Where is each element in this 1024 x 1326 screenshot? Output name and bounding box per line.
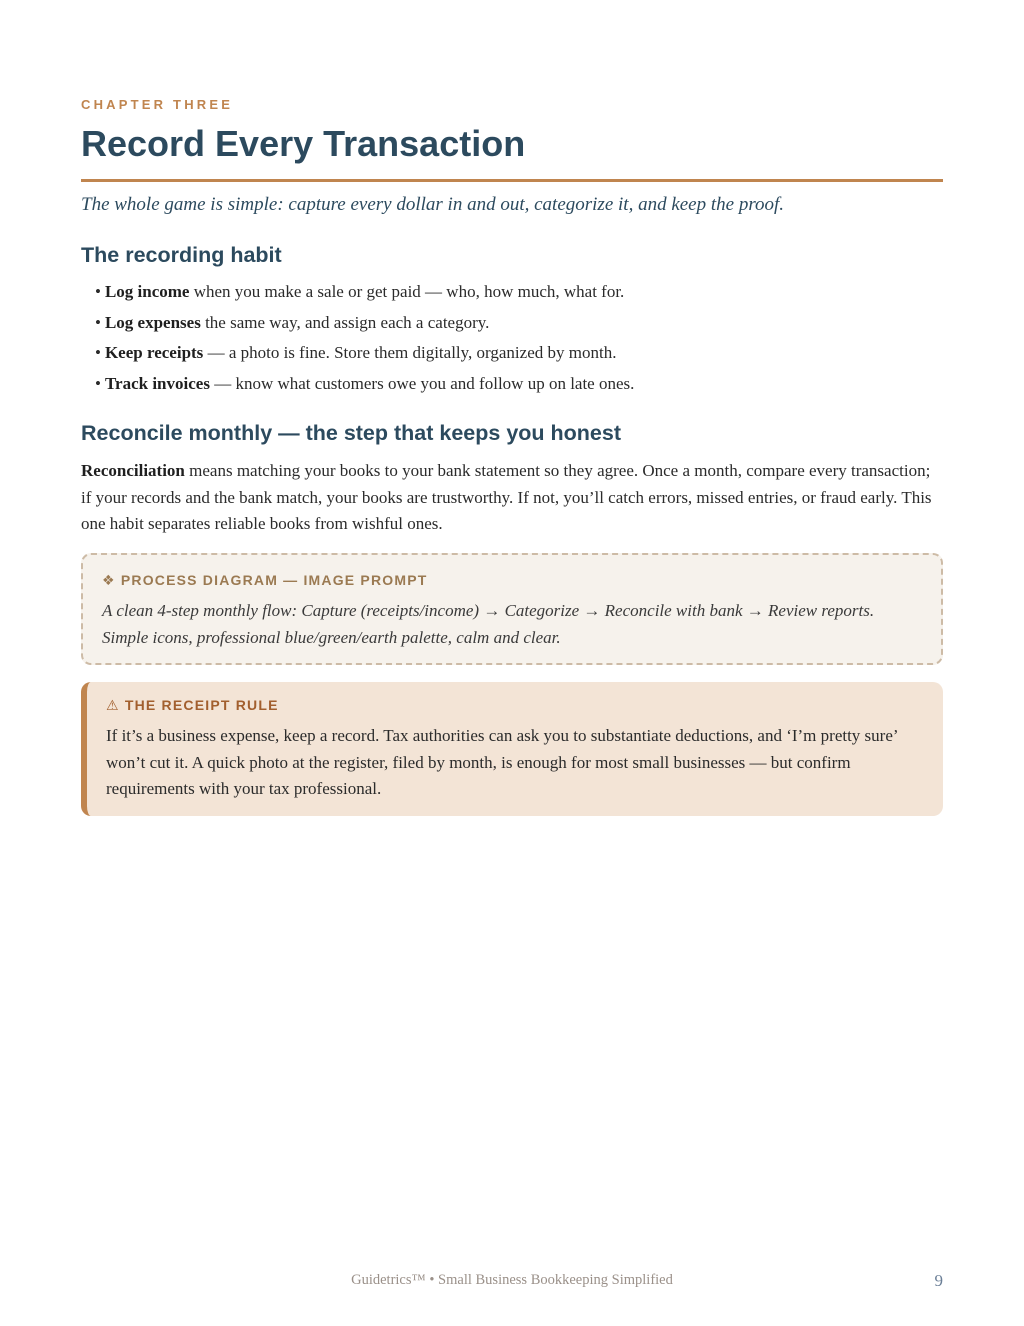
list-item-term: Log expenses: [104, 312, 201, 332]
bullet-glyph: •: [95, 282, 101, 301]
image-prompt-text: A clean 4-step monthly flow: Capture (receipts/income) → Categorize → Reconcile with bank → Review reports. Simple icons, professional blue/green/earth palette, calm and clear.: [102, 601, 875, 647]
list-item-term: Keep receipts: [104, 343, 204, 362]
list-item-text: the same way, and assign each a category.: [200, 312, 490, 332]
reconcile-term: Reconciliation: [81, 461, 185, 480]
chapter-subtitle: The whole game is simple: capture every dollar in and out, categorize it, and keep the proof.: [81, 194, 785, 215]
list-item-text: when you make a sale or get paid — who, how much, what for.: [189, 282, 625, 301]
page-footer: Guidetrics™ • Small Business Bookkeeping Simplified: [351, 1272, 673, 1288]
section-heading-recording-habit: The recording habit: [81, 243, 282, 267]
reconcile-text: means matching your books to your bank statement so they agree. Once a month, compare every transaction; if your records and the bank match, your books are trustworthy. If not, you’ll catch errors, missed entries, or fraud early. This one habit separates reliable books from wishful ones.: [81, 461, 932, 533]
list-item-term: Log income: [104, 282, 190, 301]
receipt-rule-callout: [81, 682, 943, 816]
receipt-rule-text: If it’s a business expense, keep a record. Tax authorities can ask you to substantiate deductions, and ‘I’m pretty sure’ won’t cut it. A quick photo at the register, filed by month, is enough for most small businesses — but confirm requirements with your tax professional.: [106, 726, 898, 798]
list-item-term: Track invoices: [104, 373, 210, 393]
list-item: [95, 280, 634, 311]
image-prompt-label: ❖ PROCESS DIAGRAM — IMAGE PROMPT: [102, 572, 428, 588]
habit-list: [95, 280, 634, 402]
page-number: 9: [934, 1271, 943, 1290]
list-item: [95, 341, 634, 372]
list-item: [95, 372, 634, 403]
reconcile-paragraph: [81, 458, 943, 538]
page-title: Record Every Transaction: [81, 123, 526, 164]
list-item-text: — a photo is fine. Store them digitally, organized by month.: [203, 343, 617, 362]
bullet-glyph: •: [95, 343, 101, 362]
section-heading-reconcile: Reconcile monthly — the step that keeps you honest: [81, 421, 621, 445]
list-item: [95, 311, 634, 342]
chapter-label: CHAPTER THREE: [81, 97, 234, 112]
title-divider: [81, 179, 943, 182]
image-prompt-callout: [81, 553, 943, 665]
receipt-rule-label: ⚠ THE RECEIPT RULE: [106, 697, 279, 713]
bullet-glyph: •: [95, 312, 101, 332]
bullet-glyph: •: [95, 373, 101, 393]
list-item-text: — know what customers owe you and follow up on late ones.: [209, 373, 635, 393]
